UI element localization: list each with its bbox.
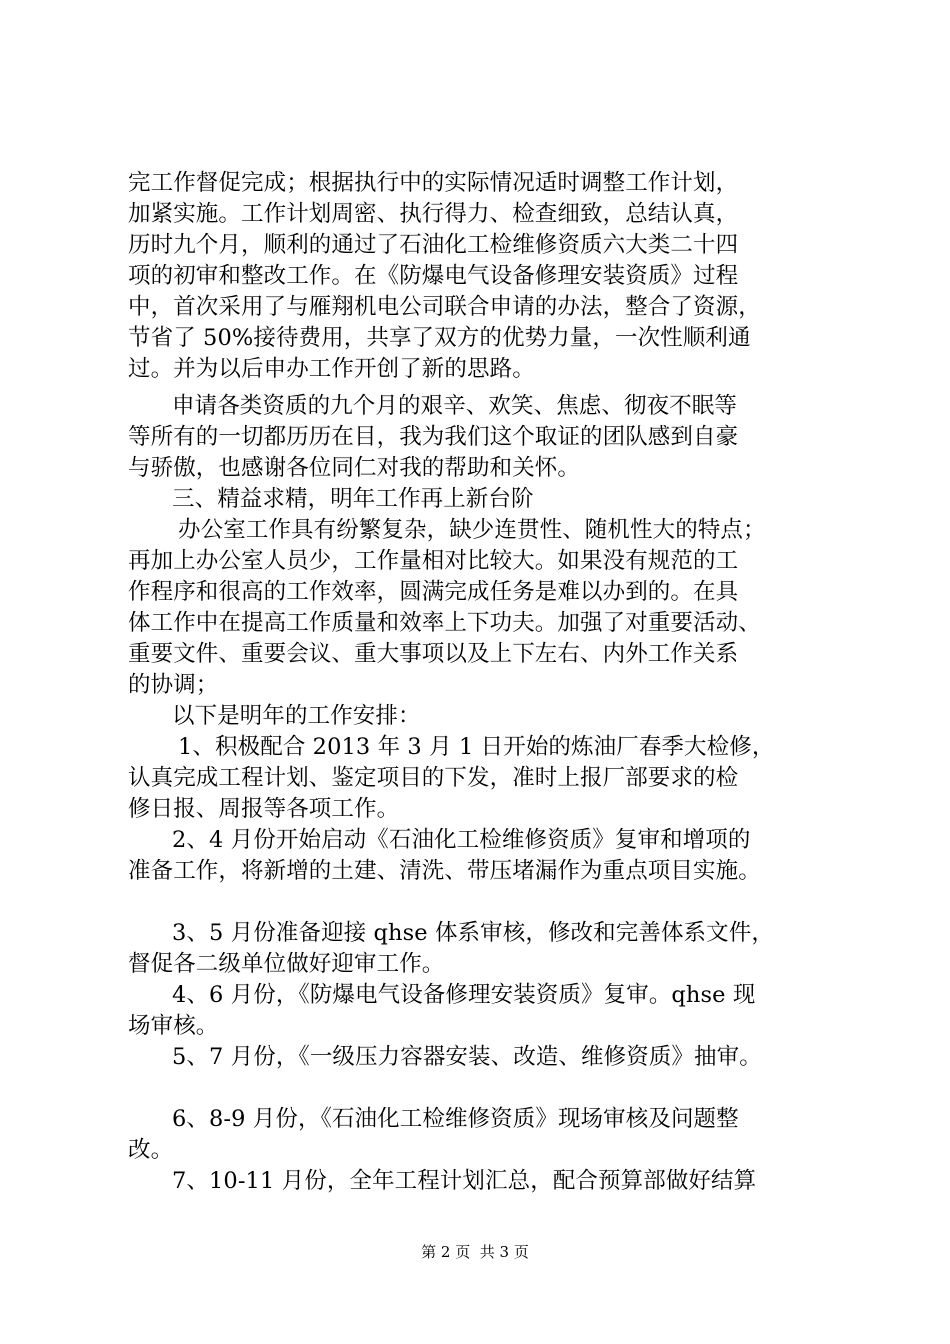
list-item-line: 5、7 月份，《一级压力容器安装、改造、维修资质》抽审。 [172,1044,762,1070]
text-line: 项的初审和整改工作。在《防爆电气设备修理安装资质》过程 [128,263,739,289]
paragraph-first-line: 以下是明年的工作安排： [172,703,421,729]
text-line: 体工作中在提高工作质量和效率上下功夫。加强了对重要活动、 [128,610,761,636]
section-heading: 三、精益求精，明年工作再上新台阶 [172,486,534,512]
text-line: 督促各二级单位做好迎审工作。 [128,951,445,977]
text-line: 作程序和很高的工作效率，圆满完成任务是难以办到的。在具 [128,579,739,605]
text-line: 修日报、周报等各项工作。 [128,796,400,822]
text-line: 再加上办公室人员少，工作量相对比较大。如果没有规范的工 [128,548,739,574]
text-line: 完工作督促完成；根据执行中的实际情况适时调整工作计划， [128,170,739,196]
paragraph-first-line: 办公室工作具有纷繁复杂，缺少连贯性、随机性大的特点； [178,517,766,543]
page-number-footer: 第 2 页 共 3 页 [421,1243,529,1261]
list-item-line: 4、6 月份，《防爆电气设备修理安装资质》复审。qhse 现 [172,982,756,1008]
list-item-line: 7、10-11 月份，全年工程计划汇总，配合预算部做好结算 [172,1168,757,1194]
text-line: 改。 [128,1137,174,1163]
list-item-line: 2、4 月份开始启动《石油化工检维修资质》复审和增项的 [172,827,751,853]
list-item-line: 6、8-9 月份，《石油化工检维修资质》现场审核及问题整 [172,1106,739,1132]
text-line: 中，首次采用了与雁翔机电公司联合申请的办法，整合了资源， [128,294,761,320]
text-line: 加紧实施。工作计划周密、执行得力、检查细致，总结认真， [128,201,739,227]
list-item-line: 1、积极配合 2013 年 3 月 1 日开始的炼油厂春季大检修， [178,734,775,760]
text-line: 重要文件、重要会议、重大事项以及上下左右、内外工作关系 [128,641,739,667]
text-line: 的协调； [128,672,219,698]
text-line: 场审核。 [128,1013,219,1039]
text-line: 与骄傲，也感谢各位同仁对我的帮助和关怀。 [128,455,581,481]
text-line: 认真完成工程计划、鉴定项目的下发，准时上报厂部要求的检 [128,765,739,791]
paragraph-first-line: 申请各类资质的九个月的艰辛、欢笑、焦虑、彻夜不眠等 [172,393,738,419]
list-item-line: 3、5 月份准备迎接 qhse 体系审核，修改和完善体系文件， [172,920,774,946]
text-line: 过。并为以后申办工作开创了新的思路。 [128,356,535,382]
text-line: 节省了 50%接待费用，共享了双方的优势力量，一次性顺利通 [128,325,751,351]
text-line: 准备工作，将新增的土建、清洗、带压堵漏作为重点项目实施。 [128,858,761,884]
text-line: 等所有的一切都历历在目，我为我们这个取证的团队感到自豪 [128,424,739,450]
text-line: 历时九个月，顺利的通过了石油化工检维修资质六大类二十四 [128,232,739,258]
